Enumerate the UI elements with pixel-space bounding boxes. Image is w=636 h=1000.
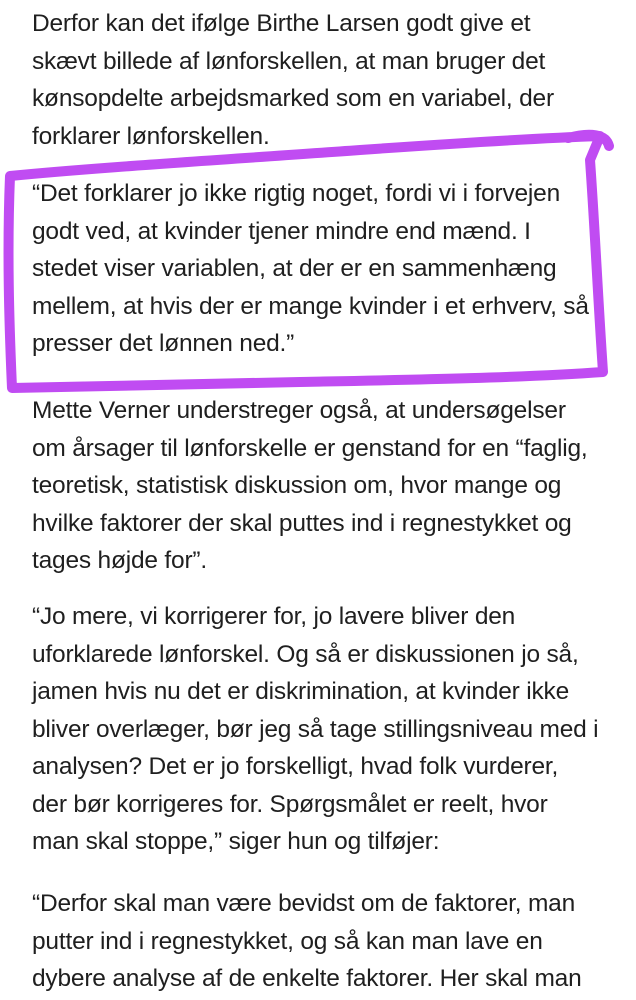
- paragraph-quote-faktorer: “Derfor skal man være bevidst om de faktorer, man putter ind i regnestykket, og så kan man lave en dybere analyse af de enkelte faktorer. Her skal man: [32, 890, 582, 992]
- paragraph-intro: Derfor kan det ifølge Birthe Larsen godt give et skævt billede af lønforskellen, at man bruger det kønsopdelte arbejdsmarked som en variabel, der forklarer lønforskellen.: [32, 10, 554, 150]
- paragraph-quote-korrigerer: “Jo mere, vi korrigerer for, jo lavere bliver den uforklarede lønforskel. Og så er diskussionen jo så, jamen hvis nu det er diskrimination, at kvinder ikke bliver overlæger, bør jeg så tage stillingsniveau med i analysen? Det er jo forskelligt, hvad folk vurderer, der bør korrigeres for. Spørgsmålet er reelt, hvor man skal stoppe,” siger hun og tilføjer:: [32, 603, 599, 855]
- paragraph-mette-verner: Mette Verner understreger også, at undersøgelser om årsager til lønforskelle er genstand for en “faglig, teoretisk, statistisk diskussion om, hvor mange og hvilke faktorer der skal puttes ind i regnestykket og tages højde for”.: [32, 397, 588, 574]
- paragraph-highlighted-quote: “Det forklarer jo ikke rigtig noget, fordi vi i forvejen godt ved, at kvinder tjener mindre end mænd. I stedet viser variablen, at der er en sammenhæng mellem, at hvis der er mange kvinder i et erhverv, så presser det lønnen ned.”: [32, 180, 589, 357]
